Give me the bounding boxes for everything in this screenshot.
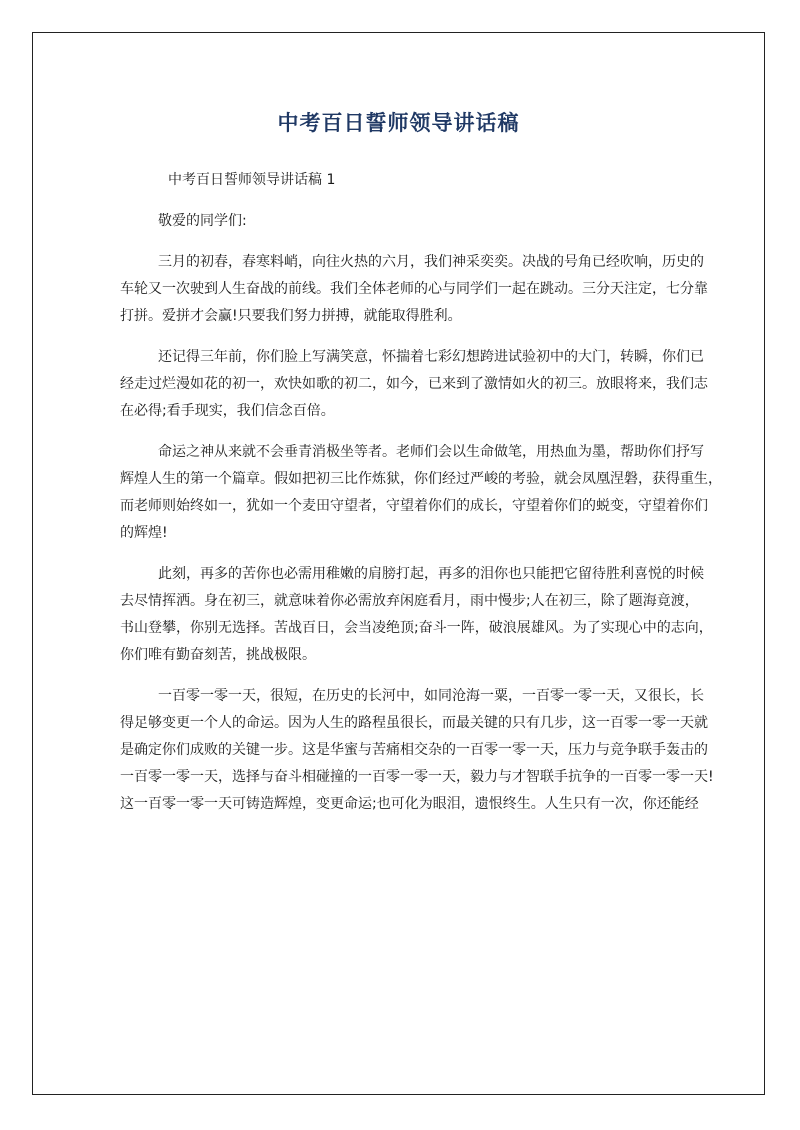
text-line: 还记得三年前，你们脸上写满笑意，怀揣着七彩幻想跨进试验初中的大门，转瞬，你们已 — [158, 349, 704, 365]
document-page — [32, 32, 765, 1095]
paragraph — [120, 344, 708, 425]
document-subtitle: 中考百日誓师领导讲话稿 1 — [168, 172, 336, 188]
text-line: 去尽情挥洒。身在初三，就意味着你必需放弃闲庭看月，雨中慢步;人在初三，除了题海竟渡， — [120, 593, 699, 609]
text-line: 车轮又一次驶到人生奋战的前线。我们全体老师的心与同学们一起在跳动。三分天注定，七分靠 — [120, 281, 708, 297]
text-line: 一百零一零一天，选择与奋斗相碰撞的一百零一零一天，毅力与才智联手抗争的一百零一零一天! — [120, 769, 714, 785]
text-line: 而老师则始终如一，犹如一个麦田守望者，守望着你们的成长，守望着你们的蜕变，守望着你们 — [120, 498, 708, 514]
paragraph — [120, 561, 713, 669]
text-line: 此刻，再多的苦你也必需用稚嫩的肩膀打起，再多的泪你也只能把它留待胜利喜悦的时候 — [158, 566, 704, 582]
text-line: 这一百零一零一天可铸造辉煌，变更命运;也可化为眼泪，遗恨终生。人生只有一次，你还能经 — [120, 796, 699, 812]
text-line: 得足够变更一个人的命运。因为人生的路程虽很长，而最关键的只有几步，这一百零一零一天就 — [120, 715, 708, 731]
text-line: 经走过烂漫如花的初一，欢快如歌的初二，如今，已来到了激情如火的初三。放眼将来，我们志 — [120, 376, 708, 392]
salutation: 敬爱的同学们: — [158, 213, 247, 229]
text-line: 打拼。爱拼才会赢!只要我们努力拼搏，就能取得胜利。 — [120, 308, 462, 324]
paragraph — [120, 683, 714, 818]
text-line: 是确定你们成败的关键一步。这是华蜜与苦痛相交杂的一百零一零一天，压力与竞争联手轰击的 — [120, 742, 708, 758]
text-line: 在必得;看手现实，我们信念百倍。 — [120, 403, 335, 419]
text-line: 命运之神从来就不会垂青消极坐等者。老师们会以生命做笔，用热血为墨，帮助你们抒写 — [158, 444, 704, 460]
text-line: 你们唯有勤奋刻苦，挑战极限。 — [120, 647, 316, 663]
paragraph — [120, 439, 722, 547]
document-body — [120, 167, 722, 832]
text-line: 的辉煌! — [120, 525, 168, 541]
paragraph — [120, 249, 708, 330]
text-line: 辉煌人生的第一个篇章。假如把初三比作炼狱，你们经过严峻的考验，就会凤凰涅磐，获得重生， — [120, 471, 722, 487]
text-line: 书山登攀，你别无选择。苦战百日，会当凌绝顶;奋斗一阵，破浪展雄风。为了实现心中的志向， — [120, 620, 713, 636]
text-line: 三月的初春，春寒料峭，向往火热的六月，我们神采奕奕。决战的号角已经吹响，历史的 — [158, 254, 704, 270]
document-title: 中考百日誓师领导讲话稿 — [277, 111, 520, 135]
text-line: 一百零一零一天，很短，在历史的长河中，如同沧海一粟，一百零一零一天，又很长，长 — [158, 688, 704, 704]
